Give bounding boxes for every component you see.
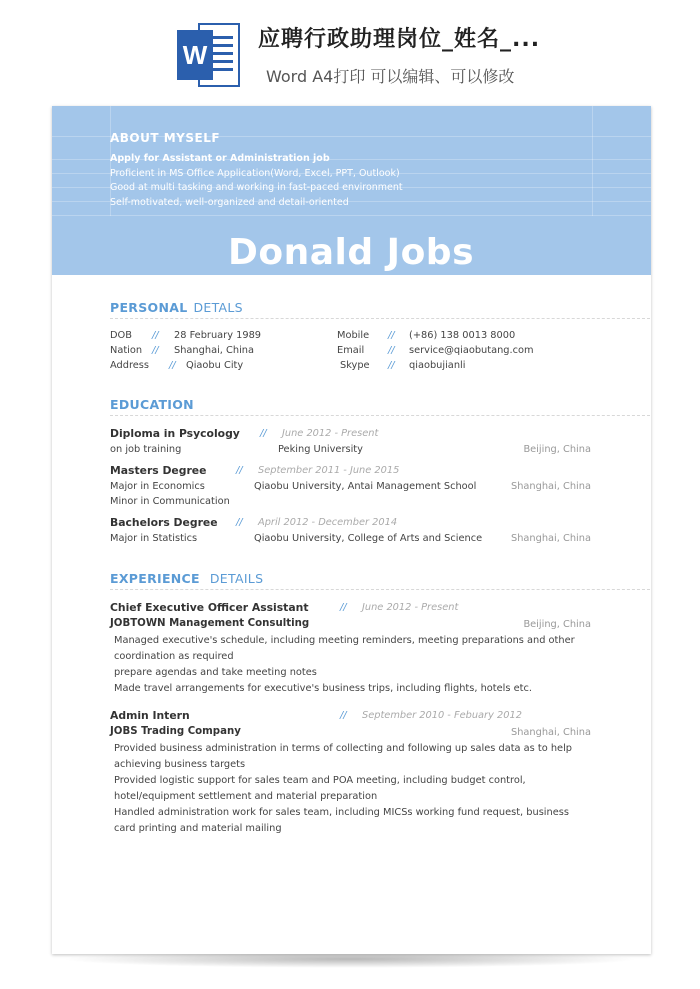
separator: // <box>152 330 159 341</box>
edu-detail: Major in Statistics <box>110 533 198 544</box>
word-document-icon <box>175 22 241 88</box>
section-divider <box>110 415 650 416</box>
separator: // <box>388 330 395 341</box>
edu-date: September 2011 - June 2015 <box>258 465 400 476</box>
about-title: ABOUT MYSELF <box>110 131 221 145</box>
edu-school: Qiaobu University, Antai Management School <box>254 481 477 492</box>
section-title-light: DETALS <box>193 300 243 315</box>
section-title-bold: EXPERIENCE <box>110 571 200 586</box>
candidate-name: Donald Jobs <box>228 232 475 273</box>
edu-school: Peking University <box>278 444 363 455</box>
edu-detail: on job training <box>110 444 182 455</box>
section-title-light: DETAILS <box>209 571 264 586</box>
edu-location: Shanghai, China <box>510 481 591 492</box>
edu-degree: Masters Degree <box>110 464 207 477</box>
edu-extra: Minor in Communication <box>110 496 230 507</box>
personal-label-email: Email <box>337 345 365 356</box>
separator: // <box>340 710 347 721</box>
job-duty-line: Provided business administration in terms of collecting and following up sales data as to help <box>114 743 573 754</box>
job-duty-line: prepare agendas and take meeting notes <box>114 667 317 678</box>
personal-label-nation: Nation <box>110 345 143 356</box>
separator: // <box>260 428 267 439</box>
separator: // <box>152 345 159 356</box>
edu-degree: Diploma in Psycology <box>110 427 240 440</box>
document-header <box>0 0 700 100</box>
job-duty-line: Made travel arrangements for executive's business trips, including flights, hotels etc. <box>114 683 532 694</box>
job-location: Beijing, China <box>523 619 591 630</box>
edu-detail: Major in Economics <box>110 481 205 492</box>
personal-value-email: service@qiaobutang.com <box>409 345 534 356</box>
job-role: Chief Executive Officer Assistant <box>110 601 309 614</box>
edu-location: Shanghai, China <box>510 533 591 544</box>
job-company: JOBTOWN Management Consulting <box>110 618 310 629</box>
section-title-experience <box>110 571 263 586</box>
edu-location: Beijing, China <box>523 444 591 455</box>
section-title-bold: PERSONAL <box>110 300 188 315</box>
section-divider <box>110 589 650 590</box>
job-duty-line: achieving business targets <box>114 759 246 770</box>
personal-value-dob: 28 February 1989 <box>174 330 262 341</box>
personal-value-skype: qiaobujianli <box>409 360 466 371</box>
about-line: Apply for Assistant or Administration job <box>110 153 330 164</box>
separator: // <box>340 602 347 613</box>
document-title: 应聘行政助理岗位_姓名_... <box>258 27 541 52</box>
job-date: June 2012 - Present <box>362 602 459 613</box>
personal-value-address: Qiaobu City <box>186 360 244 371</box>
job-duty-line: coordination as required <box>114 651 234 662</box>
section-title-personal <box>110 300 243 315</box>
section-title-bold: EDUCATION <box>110 397 194 412</box>
separator: // <box>169 360 176 371</box>
edu-degree: Bachelors Degree <box>110 516 218 529</box>
personal-label-dob: DOB <box>110 330 132 341</box>
edu-school: Qiaobu University, College of Arts and Science <box>254 533 483 544</box>
separator: // <box>236 517 243 528</box>
personal-label-mobile: Mobile <box>337 330 370 341</box>
personal-value-mobile: (+86) 138 0013 8000 <box>409 330 516 341</box>
separator: // <box>388 345 395 356</box>
edu-date: June 2012 - Present <box>282 428 379 439</box>
separator: // <box>236 465 243 476</box>
about-banner <box>52 106 651 275</box>
personal-label-skype: Skype <box>340 360 370 371</box>
section-title-education <box>110 397 194 412</box>
separator: // <box>388 360 395 371</box>
job-duty-line: Provided logistic support for sales team and POA meeting, including budget control, <box>114 775 526 786</box>
word-icon-letter: W <box>182 40 208 70</box>
job-role: Admin Intern <box>110 709 190 722</box>
personal-value-nation: Shanghai, China <box>174 345 255 356</box>
section-divider <box>110 318 650 319</box>
job-date: September 2010 - Febuary 2012 <box>362 710 522 721</box>
about-line: Good at multi tasking and working in fast-paced environment <box>110 182 403 193</box>
job-duty-line: hotel/equipment settlement and material preparation <box>114 791 378 802</box>
resume-page <box>52 106 651 954</box>
document-subtitle: Word A4打印 可以编辑、可以修改 <box>266 67 515 86</box>
job-company: JOBS Trading Company <box>110 726 241 737</box>
personal-label-address: Address <box>110 360 150 371</box>
edu-date: April 2012 - December 2014 <box>258 517 398 528</box>
about-line: Proficient in MS Office Application(Word, Excel, PPT, Outlook) <box>110 168 400 179</box>
about-line: Self-motivated, well-organized and detail-oriented <box>110 197 349 208</box>
job-duty-line: Handled administration work for sales team, including MICSs working fund request, business <box>114 807 569 818</box>
job-duty-line: Managed executive's schedule, including meeting reminders, meeting preparations and other <box>114 635 575 646</box>
job-location: Shanghai, China <box>510 727 591 738</box>
job-duty-line: card printing and material mailing <box>114 823 282 834</box>
